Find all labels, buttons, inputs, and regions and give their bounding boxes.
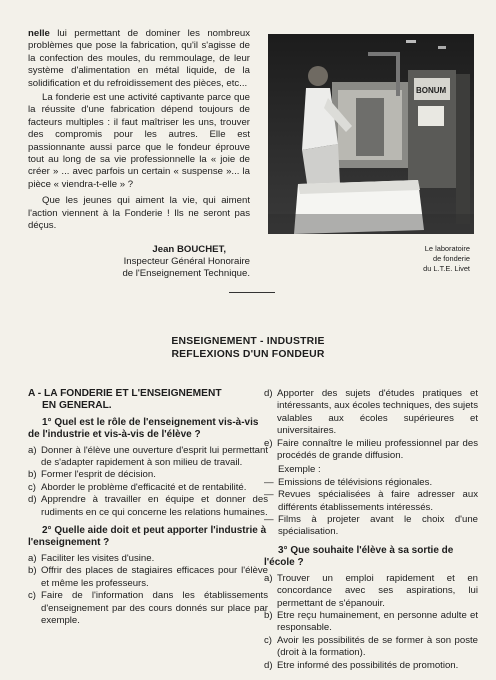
question-1-answer-3 [28,482,268,494]
example-item-label: — [264,489,274,501]
question-2-answer-1 [28,553,268,565]
article-heading-line-1: ENSEIGNEMENT - INDUSTRIE [171,336,325,347]
question-2-title: 2° Quelle aide doit et peut apporter l'industrie à l'enseignement ? [28,525,267,549]
question-2-answer-text: Faire connaître le milieu professionnel par des procédés de grande diffusion. [277,437,478,462]
intro-paragraph-3: Que les jeunes qui aiment la vie, qui aiment l'action viennent à la Fonderie ! Ils ne seront pas déçus. [28,195,250,232]
photo-caption-line-2: de fonderie [433,254,470,263]
example-label: Exemple : [278,464,321,476]
right-column [264,388,478,672]
section-divider [229,292,275,293]
signature-name: Jean BOUCHET, [152,243,226,255]
intro-column [28,28,250,281]
photo-caption-line-1: Le laboratoire [424,244,470,253]
question-1-answer-label: a) [28,444,37,456]
question-2-answer-2 [28,565,268,590]
example-item-2 [264,489,478,514]
question-3-answer-3 [264,635,478,660]
photo-caption [320,244,470,274]
question-3-answer-label: a) [264,572,273,584]
question-3-title: 3° Que souhaite l'élève à sa sortie de l'école ? [264,544,454,569]
section-a-title-line-1: A - LA FONDERIE ET L'ENSEIGNEMENT [28,388,222,399]
question-1-answer-text: Aborder le problème d'efficacité et de rentabilité. [41,481,247,493]
examples-list [264,477,478,539]
photo-caption-line-3: du L.T.E. Livet [423,264,470,273]
question-3-answer-4 [264,660,478,672]
signature-title-line-2: de l'Enseignement Technique. [122,268,250,280]
example-item-text: Revues spécialisées à faire adresser aux différents établissements intéressés. [278,489,478,513]
question-1-answer-text: Donner à l'élève une ouverture d'esprit lui permettant de s'adapter rapidement à son milieu de travail. [41,444,268,469]
question-3-answer-label: d) [264,659,273,671]
left-column [28,388,268,627]
question-2-answers-left [28,553,268,627]
question-3-answer-text: Trouver un emploi rapidement et en concordance avec ses aspirations, lui permettant de s'épanouir. [277,572,478,609]
question-2-answers-right [264,388,478,462]
question-1-answer-label: c) [28,481,36,493]
question-3-answer-label: c) [264,634,272,646]
foundry-lab-photo-drawing [268,34,474,234]
question-1-answers [28,445,268,519]
question-3-answers [264,573,478,672]
question-2-answer-3 [28,590,268,627]
example-item-label: — [264,514,274,526]
question-2-answer-5 [264,438,478,463]
question-1-answer-label: d) [28,494,37,506]
question-3-answer-label: b) [264,609,273,621]
machine-label: BONUM [416,86,447,95]
question-2-answer-text: Offrir des places de stagiaires efficaces pour l'élève et même les professeurs. [41,565,268,589]
section-a-title-line-2: EN GENERAL. [42,400,112,412]
question-2-answer-label: a) [28,552,37,564]
question-2-answer-4 [264,388,478,438]
question-2-answer-text: Faire de l'information dans les établissements d'enseignement par des cours donnés sur place par exemple. [41,590,268,626]
question-2-answer-label: d) [264,388,273,399]
question-2-answer-label: b) [28,565,37,577]
intro-paragraph-2: La fonderie est une activité captivante parce que la réussite d'une fabrication dépend toujours de facteurs multiples : il faut maîtriser les uns, trouver des compromis pour les autres. Elle est passionnante aussi parce que le fondeur éprouve tout au long de sa vie professionnelle la « joie de créer » ... avec parfois un certain « suspense »... la pièce « viendra-t-elle » ? [28,92,250,190]
foundry-lab-photo [268,34,474,234]
article-heading-line-2: REFLEXIONS D'UN FONDEUR [171,349,325,360]
question-2-answer-label: e) [264,437,273,449]
signature-title-line-1: Inspecteur Général Honoraire [123,255,250,267]
example-item-text: Films à projeter avant le choix d'une spécialisation. [278,514,478,538]
example-item-3 [264,514,478,539]
question-2-answer-text: Faciliter les visites d'usine. [41,552,155,564]
question-3-answer-1 [264,573,478,610]
question-1-answer-text: Former l'esprit de décision. [41,469,156,481]
example-item-1 [264,477,478,489]
question-1-answer-text: Apprendre à travailler en équipe et donner des rudiments en ce qui concerne les relations humaines. [41,494,268,518]
question-3-answer-text: Etre reçu humainement, en personne adulte et responsable. [277,609,478,634]
question-1-answer-1 [28,445,268,470]
question-3-answer-text: Avoir les possibilités de se former à son poste (droit à la formation). [277,634,478,659]
question-1-answer-4 [28,494,268,519]
question-3-answer-2 [264,610,478,635]
question-2-answer-label: c) [28,590,36,602]
example-item-label: — [264,476,274,488]
question-1-answer-label: b) [28,469,37,481]
intro-paragraph-1-text: lui permettant de dominer les nombreux problèmes que pose la fabrication, qu'il s'agisse de la confection des moules, du remmoulage, de leur système d'alimentation en métal liquide, de la solidification et du refroidissement des pièces, etc... [28,28,250,89]
question-2-answer-text: Apporter des sujets d'études pratiques et intéressants, aux écoles techniques, des sujets valables aux écoles supérieures et universitaires. [277,388,478,437]
question-1-answer-2 [28,469,268,481]
question-3-answer-text: Etre informé des possibilités de promotion. [277,659,459,671]
intro-paragraph-1-bold: nelle [28,28,50,39]
example-item-text: Emissions de télévisions régionales. [278,476,433,488]
intro-paragraph-1 [28,28,250,90]
question-1-title: 1° Quel est le rôle de l'enseignement vis-à-vis de l'industrie et vis-à-vis de l'élève ? [28,416,259,441]
